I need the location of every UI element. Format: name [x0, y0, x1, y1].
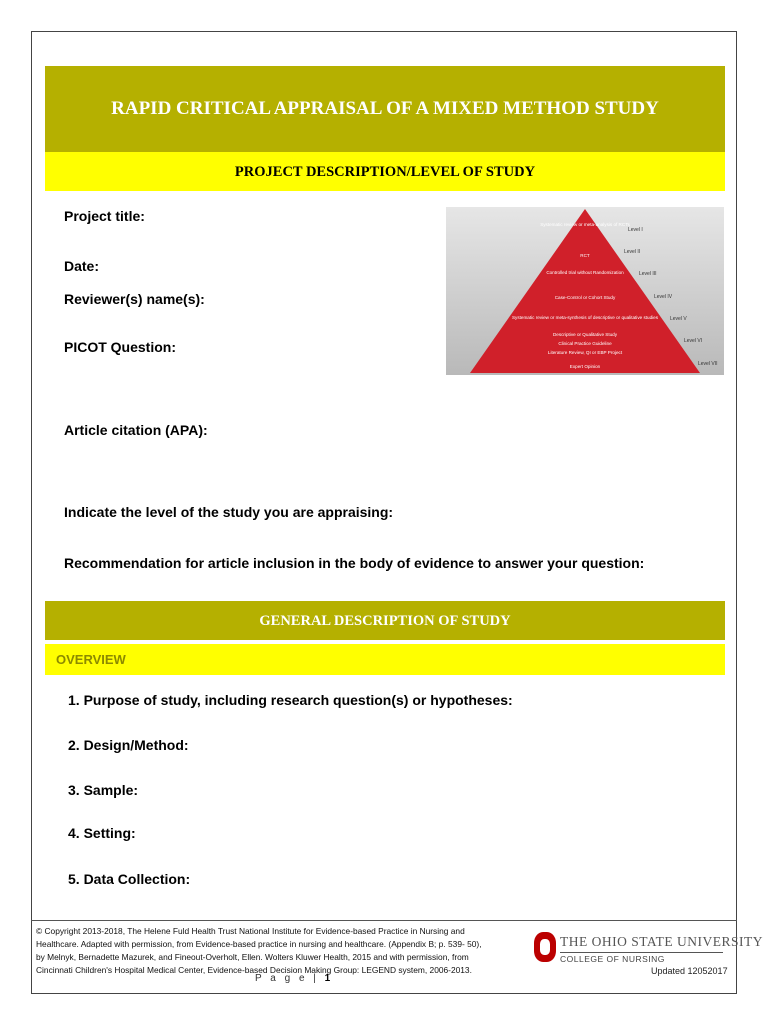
- college-name: COLLEGE OF NURSING: [560, 954, 665, 964]
- pyramid-level-2: Level II: [624, 249, 641, 255]
- pyramid-tier-5: Systematic review or meta-synthesis of descriptive or qualitative studies: [511, 315, 659, 320]
- picot-label: PICOT Question:: [64, 339, 176, 355]
- pyramid-level-3: Level III: [639, 271, 657, 277]
- list-item-data-collection: 5. Data Collection:: [68, 871, 191, 887]
- general-heading: GENERAL DESCRIPTION OF STUDY: [259, 613, 511, 629]
- subtitle-band: [45, 152, 725, 191]
- pyramid-level-5: Level V: [670, 316, 687, 322]
- project-title-label: Project title:: [64, 208, 145, 224]
- copyright-line: Cincinnati Children's Hospital Medical Center, Evidence-based Decision Making Group: LEGEND system, 2006-2013.: [36, 965, 472, 975]
- pyramid-level-6: Level VI: [684, 338, 703, 344]
- page-number: [255, 973, 330, 984]
- overview-heading: OVERVIEW: [56, 652, 126, 667]
- pyramid-level-1: Level I: [628, 227, 643, 233]
- section-subtitle: PROJECT DESCRIPTION/LEVEL OF STUDY: [234, 164, 536, 180]
- evidence-pyramid-svg: [446, 207, 724, 375]
- pyramid-tier-2: RCT: [580, 253, 590, 258]
- list-item-design: 2. Design/Method:: [68, 737, 189, 753]
- pyramid-tier-4: Case-Control or Cohort Study: [554, 295, 616, 300]
- footer-divider: [31, 920, 737, 921]
- reviewers-label: Reviewer(s) name(s):: [64, 291, 205, 307]
- pyramid-shape: [470, 209, 703, 373]
- list-item-sample: 3. Sample:: [68, 782, 139, 798]
- copyright-line: Healthcare. Adapted with permission, from Evidence-based practice in nursing and healthcare. (Appendix B; p. 539- 50),: [36, 939, 482, 949]
- pyramid-level-4: Level IV: [654, 294, 673, 300]
- citation-label: Article citation (APA):: [64, 422, 208, 438]
- pyramid-tier-3: Controlled trial without Randomization: [546, 270, 624, 275]
- updated-date: Updated 12052017: [651, 966, 728, 976]
- evidence-pyramid-figure: [446, 207, 724, 375]
- pyramid-level-7: Level VII: [698, 361, 718, 367]
- recommendation-label: Recommendation for article inclusion in the body of evidence to answer your question:: [64, 555, 645, 571]
- title-band: [45, 66, 725, 152]
- list-item-setting: 4. Setting:: [68, 825, 136, 841]
- copyright-line: by Melnyk, Bernadette Mazurek, and Fineout-Overholt, Ellen. Wolters Kluwer Health, 2015 and with permission, from: [36, 952, 469, 962]
- copyright-notice: [36, 925, 516, 977]
- pyramid-tier-9: Expert Opinion: [569, 364, 601, 369]
- pyramid-tier-1: Systematic review or meta-analysis of RCTs: [540, 222, 630, 227]
- pyramid-tier-7: Clinical Practice Guideline: [558, 341, 612, 346]
- pyramid-tier-6: Descriptive or Qualitative Study: [552, 332, 618, 337]
- pyramid-tier-8: Literature Review, QI or EBP Project: [547, 350, 623, 355]
- general-band: [45, 601, 725, 640]
- logo-divider: [560, 952, 723, 953]
- page-title: RAPID CRITICAL APPRAISAL OF A MIXED METHOD STUDY: [111, 98, 659, 119]
- overview-band: [45, 644, 725, 675]
- study-level-label: Indicate the level of the study you are appraising:: [64, 504, 394, 520]
- list-item-purpose: 1. Purpose of study, including research question(s) or hypotheses:: [68, 692, 513, 708]
- copyright-line: © Copyright 2013-2018, The Helene Fuld Health Trust National Institute for Evidence-based Practice in Nursing and: [36, 926, 465, 936]
- university-name: THE OHIO STATE UNIVERSITY: [560, 934, 764, 949]
- page-label: P a g e |: [255, 973, 319, 984]
- date-label: Date:: [64, 258, 100, 274]
- page-number-value: 1: [324, 973, 331, 984]
- block-o-icon: [534, 932, 556, 962]
